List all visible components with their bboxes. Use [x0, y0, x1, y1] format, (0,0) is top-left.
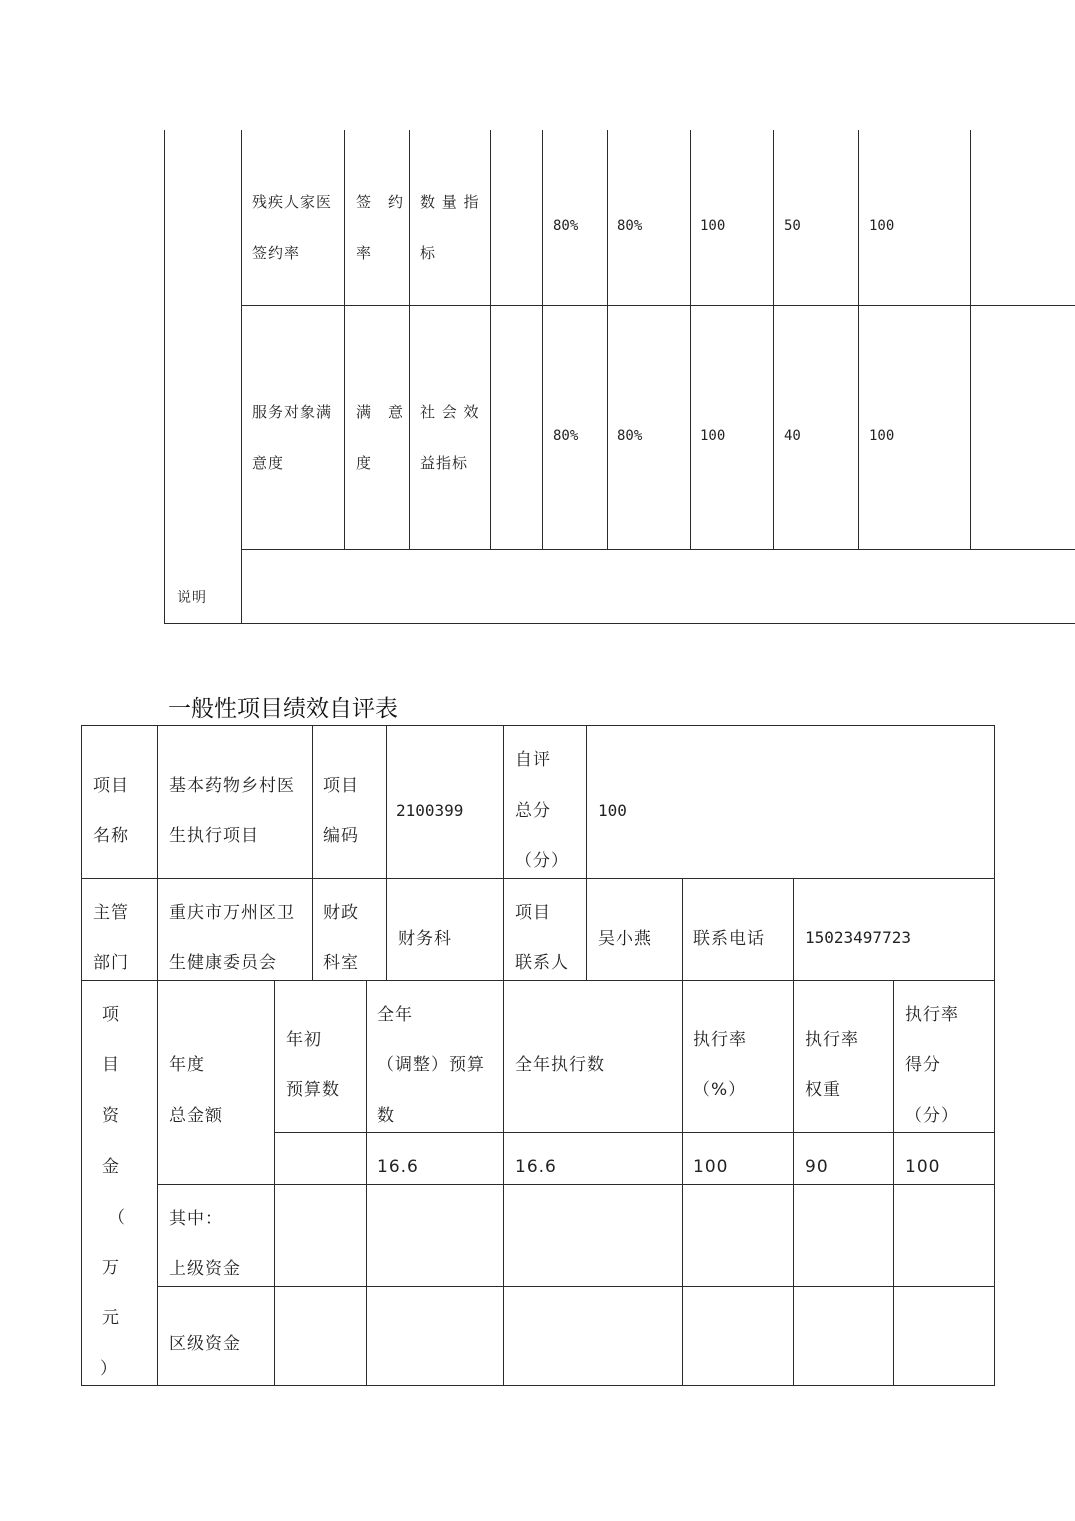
table-line [344, 130, 345, 550]
exec-weight-header: 权重 [805, 1080, 841, 1100]
superior-funds-label: 上级资金 [169, 1259, 241, 1279]
exec-rate-value: 100 [693, 1157, 729, 1177]
indicator-name: 签约率 [252, 244, 301, 262]
phone-number: 15023497723 [805, 928, 911, 947]
funds-label-char: ） [100, 1359, 118, 1379]
page-title: 一般性项目绩效自评表 [168, 696, 398, 722]
table-line [157, 1184, 995, 1185]
table-line [81, 980, 995, 981]
initial-budget-header: 年初 [286, 1030, 322, 1050]
table-line [81, 1385, 995, 1386]
dept-label: 部门 [93, 953, 129, 973]
adjusted-budget-header: 数 [377, 1106, 395, 1126]
annual-target: 80% [553, 428, 579, 444]
initial-budget-header: 预算数 [286, 1080, 340, 1100]
indicator-category: 益指标 [420, 454, 469, 472]
finance-office-label: 财政 [323, 903, 359, 923]
table-line [81, 878, 995, 879]
indicator-category: 标 [420, 244, 437, 262]
exec-score-value: 100 [905, 1157, 941, 1177]
annual-total-label: 年度 [169, 1055, 205, 1075]
project-name: 基本药物乡村医 [169, 776, 295, 796]
dept-name: 重庆市万州区卫 [169, 903, 295, 923]
score-value: 100 [869, 218, 895, 234]
table-line [164, 623, 1075, 624]
adjusted-budget-header: （调整）预算 [377, 1055, 485, 1075]
indicator-name: 服务对象满 [252, 403, 333, 421]
table-line [81, 725, 995, 726]
exec-rate-header: （%） [693, 1080, 747, 1100]
executed-header: 全年执行数 [515, 1055, 605, 1075]
table-line [858, 130, 859, 550]
contact-name: 吴小燕 [598, 929, 652, 949]
table-line [690, 130, 691, 550]
project-name-label: 项目 [93, 776, 129, 796]
dept-name: 生健康委员会 [169, 953, 277, 973]
indicator-name: 残疾人家医 [252, 193, 333, 211]
exec-weight-header: 执行率 [805, 1030, 859, 1050]
table-line [164, 130, 165, 624]
table-line [409, 130, 410, 550]
exec-score-header: 得分 [905, 1055, 941, 1075]
table-line [773, 130, 774, 550]
adjusted-budget-value: 16.6 [377, 1157, 419, 1177]
weight-value: 40 [784, 428, 801, 444]
table-line [157, 1286, 995, 1287]
table-line [490, 130, 491, 550]
exec-score-header: 执行率 [905, 1005, 959, 1025]
superior-funds-label: 其中： [169, 1209, 223, 1229]
project-name: 生执行项目 [169, 826, 259, 846]
executed-value: 16.6 [515, 1157, 557, 1177]
table-line [274, 1132, 995, 1133]
weight-value: 50 [784, 218, 801, 234]
project-code: 2100399 [396, 801, 464, 820]
funds-label-char: 金 [102, 1157, 120, 1177]
table-line [312, 725, 313, 980]
table-line [274, 980, 275, 1386]
indicator-category: 社 会 效 [420, 403, 480, 421]
district-funds-label: 区级资金 [169, 1334, 241, 1354]
total-score-label: 总分 [515, 801, 551, 821]
funds-label-char: 目 [102, 1055, 120, 1075]
actual-value: 80% [617, 218, 643, 234]
phone-label: 联系电话 [693, 929, 765, 949]
table-line [586, 725, 587, 980]
indicator-category: 数 量 指 [420, 193, 480, 211]
total-score-label: 自评 [515, 750, 551, 770]
total-score-label: （分） [515, 851, 569, 871]
table-line [241, 305, 1075, 306]
note-label: 说明 [177, 590, 207, 606]
indicator-name: 意度 [252, 454, 285, 472]
project-code-label: 项目 [323, 776, 359, 796]
exec-weight-value: 90 [805, 1157, 829, 1177]
project-name-label: 名称 [93, 826, 129, 846]
contact-label: 联系人 [515, 953, 569, 973]
table-line [793, 878, 794, 1386]
table-line [893, 980, 894, 1386]
actual-value: 80% [617, 428, 643, 444]
table-line [503, 725, 504, 1386]
funds-label-char: 元 [102, 1308, 120, 1328]
contact-label: 项目 [515, 903, 551, 923]
indicator-type: 度 [356, 454, 373, 472]
total-score: 100 [598, 801, 627, 820]
funds-label-char: 万 [102, 1258, 120, 1278]
table-line [157, 725, 158, 1386]
exec-score-header: （分） [905, 1106, 959, 1126]
indicator-type: 签 约 [356, 193, 405, 211]
project-code-label: 编码 [323, 826, 359, 846]
table-line [542, 130, 543, 550]
funds-label-char: 项 [102, 1005, 120, 1025]
adjusted-budget-header: 全年 [377, 1005, 413, 1025]
finance-office-label: 科室 [323, 953, 359, 973]
score-value: 100 [869, 428, 895, 444]
dept-label: 主管 [93, 903, 129, 923]
funds-label-char: （ [108, 1208, 126, 1228]
finance-office: 财务科 [398, 929, 452, 949]
annual-target: 80% [553, 218, 579, 234]
table-line [386, 725, 387, 980]
table-line [970, 130, 971, 550]
table-line [81, 725, 82, 1386]
annual-total-label: 总金额 [169, 1106, 223, 1126]
indicator-type: 满 意 [356, 403, 405, 421]
table-line [241, 549, 1075, 550]
indicator-type: 率 [356, 244, 373, 262]
table-line [607, 130, 608, 550]
completion-value: 100 [700, 218, 726, 234]
completion-value: 100 [700, 428, 726, 444]
funds-label-char: 资 [102, 1106, 120, 1126]
table-line [682, 878, 683, 1386]
table-line [366, 980, 367, 1386]
exec-rate-header: 执行率 [693, 1030, 747, 1050]
